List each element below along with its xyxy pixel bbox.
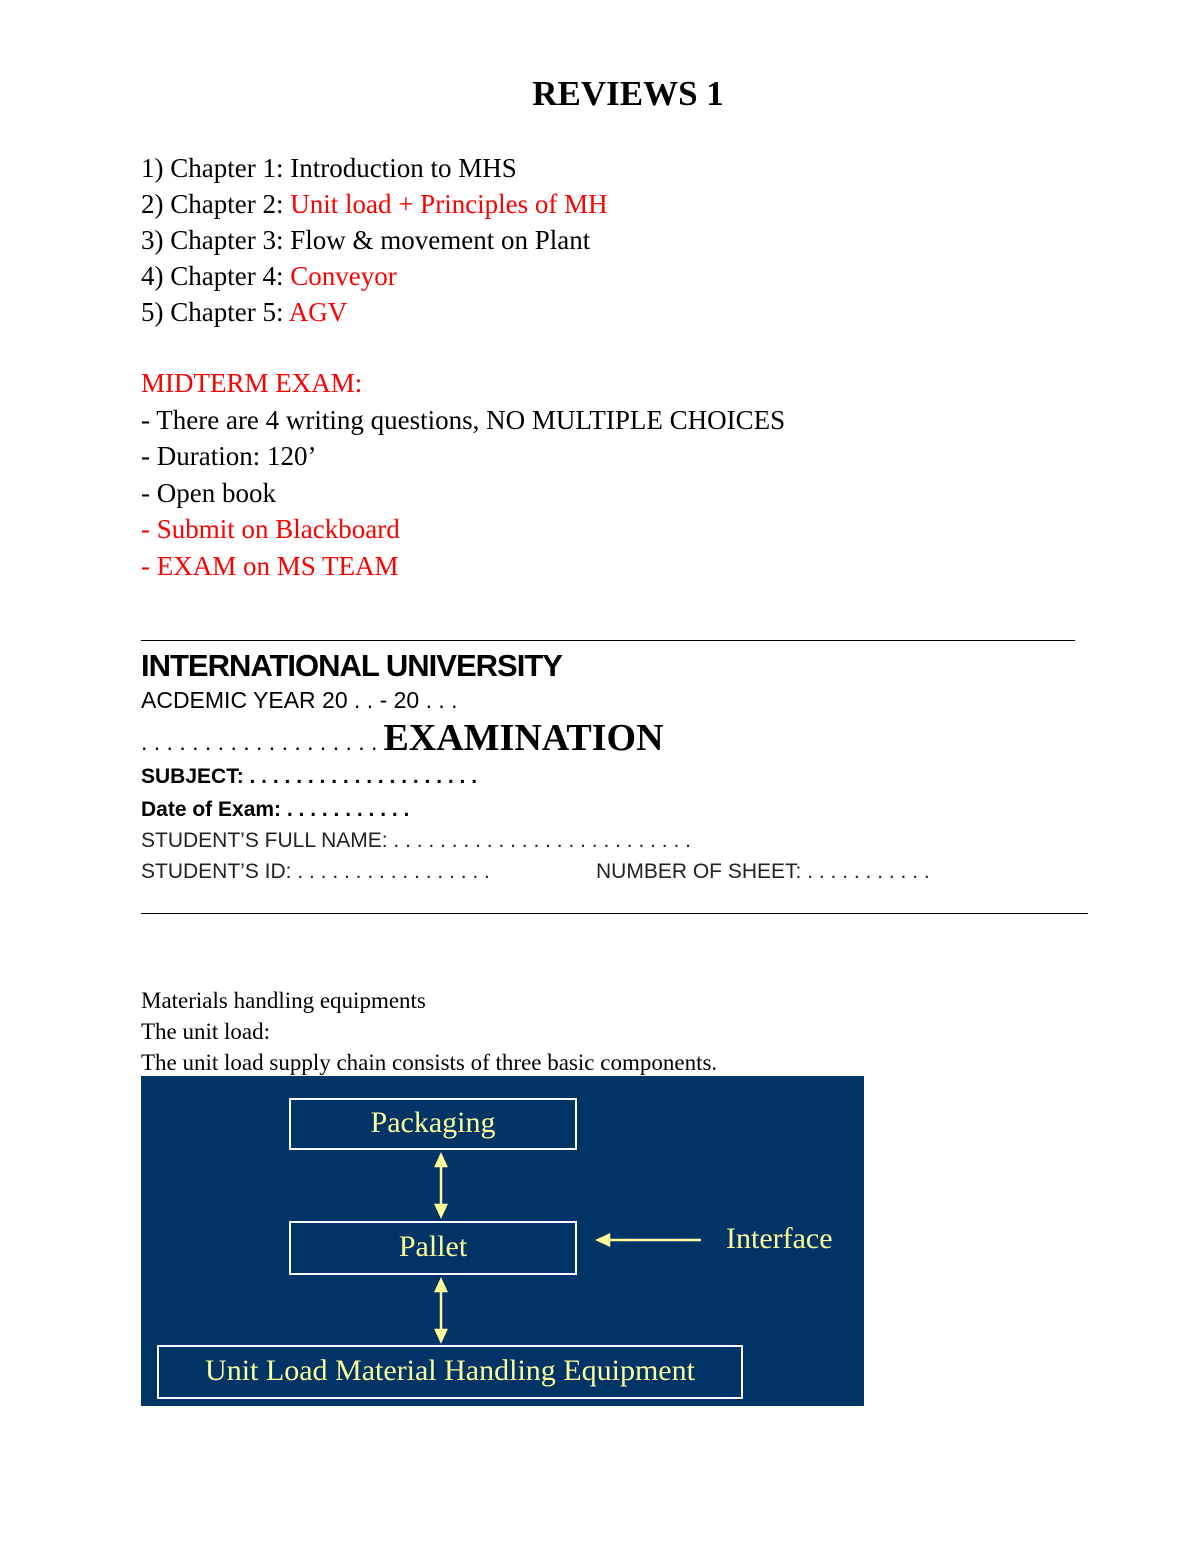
chapter-list xyxy=(141,150,608,330)
interface-arrow-head xyxy=(598,1235,609,1245)
body-line-3: The unit load supply chain consists of three basic components. xyxy=(141,1050,718,1075)
arrow-head-up-1 xyxy=(436,1155,446,1166)
subject-field: SUBJECT: . . . . . . . . . . . . . . . . . . . . xyxy=(141,765,478,788)
chapter-prefix: 3) Chapter 3: xyxy=(141,225,291,255)
chapter-item xyxy=(141,222,608,258)
midterm-item: - EXAM on MS TEAM xyxy=(141,550,399,581)
chapter-item xyxy=(141,258,608,294)
chapter-prefix: 4) Chapter 4: xyxy=(141,261,291,291)
student-name-field: STUDENT’S FULL NAME: . . . . . . . . . . . . . . . . . . . . . . . . . . xyxy=(141,829,691,852)
examination-line xyxy=(141,716,664,760)
chapter-topic: Flow & movement on Plant xyxy=(290,225,591,255)
midterm-heading: MIDTERM EXAM: xyxy=(141,368,363,398)
date-of-exam-field: Date of Exam: . . . . . . . . . . . xyxy=(141,798,410,821)
page-title: REVIEWS 1 xyxy=(532,74,724,113)
pallet-box: Pallet xyxy=(289,1221,577,1275)
chapter-item xyxy=(141,150,608,186)
midterm-item: - Duration: 120’ xyxy=(141,441,317,471)
midterm-items xyxy=(141,402,785,585)
midterm-item: - Open book xyxy=(141,477,276,508)
header-top-rule xyxy=(141,640,1075,641)
body-line-1: Materials handling equipments xyxy=(141,988,426,1013)
midterm-item: - Submit on Blackboard xyxy=(141,514,400,544)
arrow-head-down-1 xyxy=(436,1205,446,1216)
chapter-prefix: 5) Chapter 5: xyxy=(141,297,289,327)
chapter-topic: Conveyor xyxy=(290,261,397,291)
unit-load-diagram xyxy=(141,1076,864,1406)
university-name: INTERNATIONAL UNIVERSITY xyxy=(141,648,562,683)
header-bottom-rule xyxy=(141,913,1088,914)
body-line-2: The unit load: xyxy=(141,1019,271,1044)
interface-label: Interface xyxy=(726,1222,833,1255)
arrow-head-up-2 xyxy=(436,1280,446,1291)
chapter-prefix: 2) Chapter 2: xyxy=(141,189,291,219)
arrow-head-down-2 xyxy=(436,1330,446,1341)
chapter-item xyxy=(141,186,608,222)
chapter-prefix: 1) Chapter 1: xyxy=(141,153,291,183)
number-of-sheet-field: NUMBER OF SHEET: . . . . . . . . . . . xyxy=(596,860,930,883)
chapter-topic: Unit load + Principles of MH xyxy=(290,189,608,219)
midterm-item: - There are 4 writing questions, NO MULTIPLE CHOICES xyxy=(141,404,786,435)
examination-dots: . . . . . . . . . . . . . . . . . . . xyxy=(141,729,378,755)
packaging-box: Packaging xyxy=(289,1098,577,1150)
body-text xyxy=(141,985,717,1078)
chapter-topic: AGV xyxy=(288,297,348,327)
examination-title: EXAMINATION xyxy=(383,717,664,759)
midterm-section xyxy=(141,365,785,584)
chapter-topic: Introduction to MHS xyxy=(290,153,517,183)
chapter-item xyxy=(141,294,608,330)
academic-year: ACDEMIC YEAR 20 . . - 20 . . . xyxy=(141,687,458,713)
student-id-field: STUDENT’S ID: . . . . . . . . . . . . . . . . . xyxy=(141,860,490,883)
ulmhe-box: Unit Load Material Handling Equipment xyxy=(157,1345,743,1399)
